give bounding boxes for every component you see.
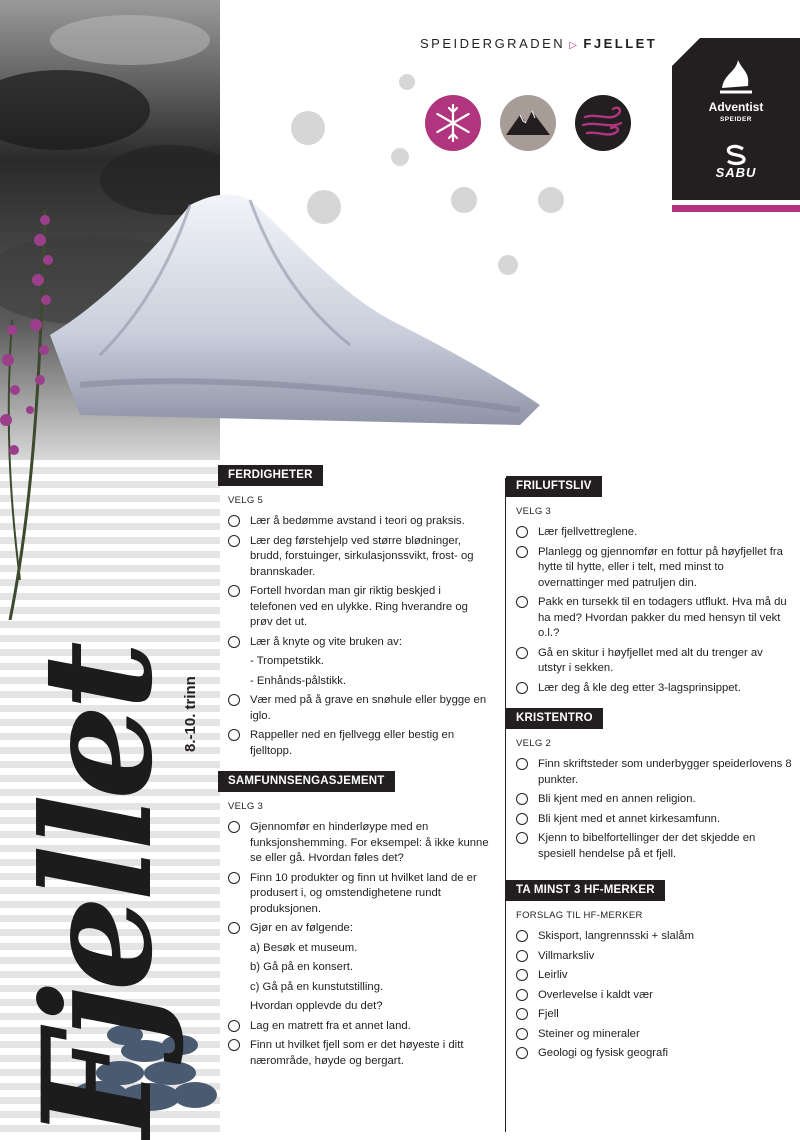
adventist-flame-icon	[718, 58, 754, 98]
logo-sabu: SABU	[715, 165, 757, 180]
checklist-item[interactable]: Rappeller ned en fjellvegg eller bestig en fjelltopp.	[218, 728, 490, 759]
checklist-item[interactable]: Steiner og mineraler	[506, 1027, 792, 1043]
checklist	[218, 820, 490, 1069]
section-friluftsliv	[506, 476, 792, 700]
checklist-item[interactable]: Lær deg førstehjelp ved større blødninger, brudd, forstuinger, sirkulasjonssvikt, frost- og brannskader.	[218, 534, 490, 581]
decor-dot	[538, 187, 564, 213]
checklist-item[interactable]: Lær fjellvettreglene.	[506, 525, 792, 541]
header-prefix: SPEIDERGRADEN	[420, 36, 566, 51]
section-title: TA MINST 3 HF-MERKER	[506, 880, 665, 901]
section-subtitle: FORSLAG TIL HF-MERKER	[516, 910, 643, 921]
checklist-item[interactable]: Villmarksliv	[506, 949, 792, 965]
sabu-emblem-icon	[723, 144, 749, 166]
logo-adventist: Adventist	[708, 100, 764, 114]
checklist-item[interactable]: Finn ut hvilket fjell som er det høyeste i ditt nærområde, høyde og bergart.	[218, 1038, 490, 1069]
checklist-item[interactable]: Planlegg og gjennomfør en fottur på høyfjellet fra hytte til hytte, eller i telt, med minst to overnattinger med patruljen din.	[506, 545, 792, 592]
wind-badge	[575, 95, 631, 151]
checklist-item[interactable]: Skisport, langrennsski + slalåm	[506, 929, 792, 945]
wind-icon	[575, 95, 631, 151]
checklist-item[interactable]: Leirliv	[506, 968, 792, 984]
mountain-badge	[500, 95, 556, 151]
checklist-subitem: - Enhånds-pålstikk.	[250, 674, 347, 687]
section-title: KRISTENTRO	[506, 708, 603, 729]
decor-dot	[498, 255, 518, 275]
section-title: SAMFUNNSENGASJEMENT	[218, 771, 395, 792]
checklist-item[interactable]: Fjell	[506, 1007, 792, 1023]
checklist-item[interactable]: Finn skriftsteder som underbygger speiderlovens 8 punkter.	[506, 757, 792, 788]
section-subtitle: VELG 2	[516, 738, 552, 749]
section-samfunnsengasjement	[218, 771, 490, 1073]
mountain-illustration	[40, 185, 560, 445]
section-subtitle: VELG 3	[228, 801, 264, 812]
page-header	[420, 36, 657, 51]
checklist-subitem: c) Gå på en kunstutstilling.	[250, 980, 384, 993]
mountain-icon	[500, 95, 556, 151]
checklist-item[interactable]: Gjennomfør en hinderløype med en funksjonshemming. For eksempel: å ikke kunne se eller gå. Hvordan føles det?	[218, 820, 490, 867]
checklist	[506, 929, 792, 1062]
checklist-subitem: - Trompetstikk.	[250, 655, 325, 667]
section-title: FRILUFTSLIV	[506, 476, 602, 497]
decor-dot	[307, 190, 341, 224]
section-subtitle: VELG 5	[228, 495, 264, 506]
checklist-item[interactable]: Bli kjent med en annen religion.	[506, 792, 792, 808]
decor-dot	[451, 187, 477, 213]
grade-label: 8.-10. trinn	[182, 676, 199, 752]
checklist	[218, 514, 490, 759]
section-ferdigheter	[218, 465, 490, 763]
checklist-item[interactable]: Fortell hvordan man gir riktig beskjed i telefonen ved en ulykke. Ring hverandre og prøv det ut.	[218, 584, 490, 631]
accent-bar	[672, 205, 800, 212]
checklist-item[interactable]: Vær med på å grave en snøhule eller bygge en iglo.	[218, 693, 490, 724]
checklist-item[interactable]: Lær å knyte og vite bruken av:	[218, 635, 490, 651]
checklist-item[interactable]: Pakk en tursekk til en todagers utflukt. Hva må du ha med? Hvordan pakker du med hensyn til vekt o.l.?	[506, 595, 792, 642]
checklist	[506, 757, 792, 862]
section-kristentro	[506, 708, 792, 866]
script-title: Fjellet	[10, 647, 186, 1140]
logo-speider: SPEIDER	[719, 116, 753, 123]
section-title: FERDIGHETER	[218, 465, 323, 486]
snowflake-badge	[425, 95, 481, 151]
checklist-item[interactable]: Lær å bedømme avstand i teori og praksis.	[218, 514, 490, 530]
checklist	[506, 525, 792, 696]
checklist-subitem: Hvordan opplevde du det?	[250, 1000, 383, 1012]
checklist-item[interactable]: Bli kjent med et annet kirkesamfunn.	[506, 812, 792, 828]
checklist-item[interactable]: Overlevelse i kaldt vær	[506, 988, 792, 1004]
checklist-item[interactable]: Gå en skitur i høyfjellet med alt du trenger av utstyr i sekken.	[506, 646, 792, 677]
decor-dot	[391, 148, 409, 166]
snowflake-icon	[425, 95, 481, 151]
checklist-item[interactable]: Gjør en av følgende:	[218, 921, 490, 937]
decor-dot	[399, 74, 415, 90]
checklist-item[interactable]: Lær deg å kle deg etter 3-lagsprinsippet.	[506, 681, 792, 697]
checklist-item[interactable]: Lag en matrett fra et annet land.	[218, 1019, 490, 1035]
section-hf-merker	[506, 880, 792, 1066]
decor-dot	[291, 111, 325, 145]
checklist-item[interactable]: Kjenn to bibelfortellinger der det skjedde en spesiell hendelse på et fjell.	[506, 831, 792, 862]
triangle-right-icon: ▷	[569, 40, 580, 51]
section-subtitle: VELG 3	[516, 506, 552, 517]
checklist-item[interactable]: Finn 10 produkter og finn ut hvilket land de er produsert i, og omstendighetene rundt produksjonen.	[218, 871, 490, 918]
header-title: FJELLET	[583, 36, 658, 51]
checklist-subitem: a) Besøk et museum.	[250, 941, 358, 954]
checklist-item[interactable]: Geologi og fysisk geografi	[506, 1046, 792, 1062]
checklist-subitem: b) Gå på en konsert.	[250, 961, 353, 973]
